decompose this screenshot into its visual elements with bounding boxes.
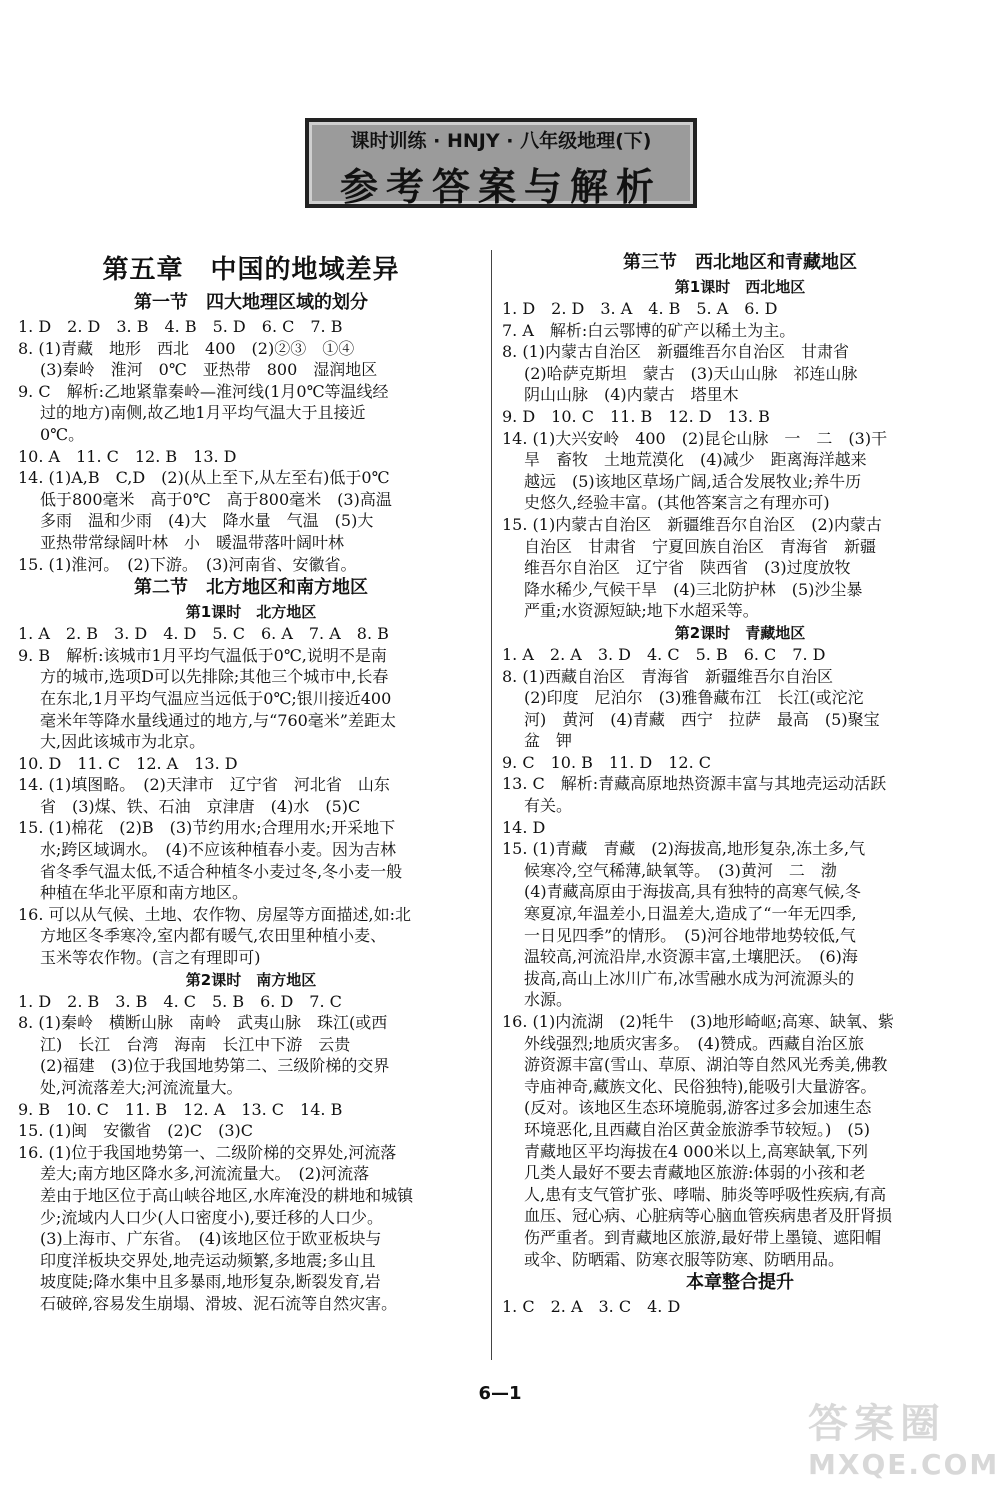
watermark-url: MXQE.COM (808, 1448, 1000, 1481)
lesson-heading: 第2课时 青藏地区 (674, 623, 806, 642)
page-title: 参考答案与解析 (339, 165, 662, 209)
answer-line: 15. (1)淮河。 (2)下游。 (3)河南省、安徽省。 (18, 554, 357, 574)
answer-line: 9. C 解析:乙地紧靠秦岭—淮河线(1月0℃等温线经 (18, 381, 389, 401)
answer-line-continued: (2)印度 尼泊尔 (3)雅鲁藏布江 长江(或沱沱 (524, 688, 864, 708)
answer-line-continued: 有关。 (524, 796, 573, 816)
answer-line: 14. (1)A,B C,D (2)(从上至下,从左至右)低于0℃ (18, 468, 390, 488)
answer-line: 1. A 2. A 3. D 4. C 5. B 6. C 7. D (502, 644, 826, 664)
answer-line-continued: 几类人最好不要去青藏地区旅游:体弱的小孩和老 (524, 1163, 866, 1183)
answer-line-continued: 多雨 温和少雨 (4)大 降水量 气温 (5)大 (40, 511, 374, 531)
right-column (502, 250, 978, 1318)
answer-line: 9. C 10. B 11. D 12. C (502, 752, 712, 772)
answer-line: 1. D 2. B 3. B 4. C 5. B 6. D 7. C (18, 991, 342, 1011)
answer-line-continued: 外线强烈;地质灾害多。 (4)赞成。西藏自治区旅 (524, 1033, 865, 1053)
page-number: 6—1 (478, 1383, 522, 1404)
chapter-heading: 第五章 中国的地域差异 (102, 255, 400, 285)
answer-line: 8. (1)内蒙古自治区 新疆维吾尔自治区 甘肃省 (502, 342, 850, 362)
answer-line-continued: 拔高,高山上冰川广布,冰雪融水成为河流源头的 (524, 968, 855, 988)
answer-line-continued: 亚热带常绿阔叶林 小 暖温带落叶阔叶林 (40, 532, 345, 552)
answer-line-continued: 种植在华北平原和南方地区。 (40, 883, 249, 903)
answer-line-continued: 环境恶化,且西藏自治区黄金旅游季节较短。) (5) (524, 1119, 870, 1139)
answer-line: 16. (1)内流湖 (2)牦牛 (3)地形崎岖;高寒、缺氧、紫 (502, 1012, 894, 1031)
answer-line: 10. D 11. C 12. A 13. D (18, 753, 238, 773)
answer-line-continued: 0℃。 (40, 424, 85, 444)
answer-line-continued: 少;流域内人口少(人口密度小),要迁移的人口少。 (40, 1207, 383, 1227)
column-divider (491, 250, 492, 1360)
answer-line-continued: 降水稀少,气候干旱 (4)三北防护林 (5)沙尘暴 (524, 579, 863, 599)
answer-line: 8. (1)秦岭 横断山脉 南岭 武夷山脉 珠江(或西 (18, 1013, 388, 1033)
lesson-heading: 第1课时 西北地区 (674, 278, 806, 296)
section-heading: 第三节 西北地区和青藏地区 (623, 252, 857, 273)
answer-line-continued: (2)福建 (3)位于我国地势第二、三级阶梯的交界 (40, 1056, 390, 1076)
answer-line-continued: 大,因此该城市为北京。 (40, 732, 206, 752)
answer-line: 9. B 10. C 11. B 12. A 13. C 14. B (18, 1099, 343, 1119)
answer-line-continued: 寺庙神奇,藏族文化、民俗独特),能吸引大量游客。 (524, 1076, 877, 1096)
section-heading: 第二节 北方地区和南方地区 (134, 577, 368, 599)
answer-line: 10. A 11. C 12. B 13. D (18, 446, 237, 466)
answer-line-continued: 自治区 甘肃省 宁夏回族自治区 青海省 新疆 (524, 536, 877, 556)
answer-line-continued: 石破碎,容易发生崩塌、滑坡、泥石流等自然灾害。 (40, 1293, 398, 1313)
answer-line: 14. (1)填图略。 (2)天津市 辽宁省 河北省 山东 (18, 775, 390, 795)
answer-line-continued: (3)秦岭 淮河 0℃ 亚热带 800 湿润地区 (40, 360, 378, 380)
answer-line-continued: (3)上海市、广东省。 (4)该地区位于欧亚板块与 (40, 1229, 382, 1249)
answer-line-continued: 省冬季气温太低,不适合种植冬小麦过冬,冬小麦一般 (40, 861, 403, 881)
answer-line-continued: 在东北,1月平均气温应当远低于0℃;银川接近400 (40, 688, 392, 708)
answer-line-continued: 毫米年等降水量线通过的地方,与“760毫米”差距太 (40, 710, 396, 730)
answer-line-continued: 史悠久,经验丰富。(其他答案言之有理亦可) (524, 493, 830, 513)
answer-line-continued: 坡度陡;降水集中且多暴雨,地形复杂,断裂发育,岩 (40, 1272, 381, 1292)
answer-line: 8. (1)西藏自治区 青海省 新疆维吾尔自治区 (502, 666, 834, 686)
answer-line-continued: 一日见四季”的情形。 (5)河谷地带地势较低,气 (524, 925, 856, 945)
answer-line-continued: 血压、冠心病、心脏病等心脑血管疾病患者及肝肾损 (524, 1206, 893, 1226)
answer-line: 8. (1)青藏 地形 西北 400 (2)②③ ①④ (18, 338, 355, 358)
left-column (18, 250, 484, 1315)
watermark-logo (808, 1400, 1000, 1496)
answer-line-continued: 过的地方)南侧,故乙地1月平均气温大于且接近 (40, 403, 366, 423)
lesson-heading: 第1课时 北方地区 (185, 603, 317, 622)
lesson-heading: 第2课时 南方地区 (185, 970, 317, 989)
answer-line-continued: 河) 黄河 (4)青藏 西宁 拉萨 最高 (5)聚宝 (524, 709, 880, 729)
answer-line-continued: 印度洋板块交界处,地壳运动频繁,多地震;多山且 (40, 1250, 376, 1270)
answer-line-continued: 寒夏凉,年温差小,日温差大,造成了“一年无四季, (524, 904, 857, 924)
answer-line-continued: 候寒冷,空气稀薄,缺氧等。 (3)黄河 二 渤 (524, 860, 837, 880)
answer-line-continued: 维吾尔自治区 辽宁省 陕西省 (3)过度放牧 (524, 558, 851, 578)
answer-line: 15. (1)青藏 青藏 (2)海拔高,地形复杂,冻土多,气 (502, 839, 866, 859)
answer-line-continued: 江) 长江 台湾 海南 长江中下游 云贵 (40, 1034, 351, 1054)
answer-line-continued: 越远 (5)该地区草场广阔,适合发展牧业;养牛历 (524, 471, 862, 491)
answer-line-continued: 青藏地区平均海拔在4 000米以上,高寒缺氧,下列 (524, 1141, 868, 1161)
answer-line-continued: (4)青藏高原由于海拔高,具有独特的高寒气候,冬 (524, 882, 861, 902)
answer-line-continued: 盆 钾 (524, 731, 573, 751)
answer-line-continued: 差由于地区位于高山峡谷地区,水库淹没的耕地和城镇 (40, 1185, 414, 1205)
answer-line-continued: 游资源丰富(雪山、草原、湖泊等自然风光秀美,佛教 (524, 1055, 888, 1075)
answer-line: 9. D 10. C 11. B 12. D 13. B (502, 406, 770, 426)
answer-line-continued: 伤严重者。到青藏地区旅游,最好带上墨镜、遮阳帽 (524, 1227, 882, 1247)
answer-line: 14. D (502, 817, 546, 837)
answer-line-continued: 差大;南方地区降水多,河流流量大。 (2)河流落 (40, 1164, 370, 1184)
answer-line: 9. B 解析:该城市1月平均气温低于0℃,说明不是南 (18, 645, 387, 665)
answer-line-continued: 方的城市,选项D可以先排除;其他三个城市中,长春 (40, 667, 389, 687)
answer-line-continued: 严重;水资源短缺;地下水超采等。 (524, 601, 759, 621)
answer-line-continued: 温较高,河流沿岸,水资源丰富,土壤肥沃。 (6)海 (524, 947, 858, 967)
answer-line: 1. C 2. A 3. C 4. D (502, 1297, 681, 1317)
answer-line: 16. 可以从气候、土地、农作物、房屋等方面描述,如:北 (18, 904, 412, 924)
answer-line-continued: 低于800毫米 高于0℃ 高于800毫米 (3)高温 (40, 489, 392, 509)
answer-line-continued: (反对。该地区生态环境脆弱,游客过多会加速生态 (524, 1098, 872, 1118)
answer-line-continued: (2)哈萨克斯坦 蒙古 (3)天山山脉 祁连山脉 (524, 363, 858, 383)
title-banner (305, 118, 697, 208)
answer-line-continued: 水;跨区域调水。 (4)不应该种植春小麦。因为吉林 (40, 840, 397, 860)
answer-line-continued: 旱 畜牧 土地荒漠化 (4)减少 距离海洋越来 (524, 450, 867, 470)
section-heading: 第一节 四大地理区域的划分 (134, 292, 368, 313)
book-subtitle: 课时训练 · HNJY · 八年级地理(下) (350, 130, 652, 152)
answer-line-continued: 人,患有支气管扩张、哮喘、肺炎等呼吸性疾病,有高 (524, 1184, 887, 1204)
answer-line: 15. (1)内蒙古自治区 新疆维吾尔自治区 (2)内蒙古 (502, 514, 882, 534)
answer-line-continued: 方地区冬季寒冷,室内都有暖气,农田里种植小麦、 (40, 926, 387, 946)
answer-line: 15. (1)棉花 (2)B (3)节约用水;合理用水;开采地下 (18, 818, 396, 838)
answer-line: 13. C 解析:青藏高原地热资源丰富与其地壳运动活跃 (502, 774, 887, 794)
answer-line-continued: 省 (3)煤、铁、石油 京津唐 (4)水 (5)C (40, 796, 361, 816)
watermark-text: 答案圈 (808, 1401, 946, 1447)
answer-line-continued: 水源。 (524, 990, 573, 1010)
answer-line-continued: 玉米等农作物。(言之有理即可) (40, 948, 261, 968)
answer-line: 1. D 2. D 3. A 4. B 5. A 6. D (502, 299, 778, 318)
answer-line: 1. D 2. D 3. B 4. B 5. D 6. C 7. B (18, 317, 343, 336)
answer-line: 1. A 2. B 3. D 4. D 5. C 6. A 7. A 8. B (18, 624, 389, 644)
answer-line: 15. (1)闽 安徽省 (2)C (3)C (18, 1121, 254, 1141)
answer-line: 7. A 解析:白云鄂博的矿产以稀土为主。 (502, 320, 796, 340)
answer-line: 14. (1)大兴安岭 400 (2)昆仑山脉 一 二 (3)干 (502, 428, 888, 448)
answer-line-continued: 处,河流落差大;河流流量大。 (40, 1078, 243, 1097)
section-heading: 本章整合提升 (686, 1272, 794, 1294)
answer-line: 16. (1)位于我国地势第一、二级阶梯的交界处,河流落 (18, 1142, 397, 1162)
answer-line-continued: 或伞、防晒霜、防寒衣服等防寒、防晒用品。 (524, 1249, 845, 1269)
answer-line-continued: 阴山山脉 (4)内蒙古 塔里木 (524, 385, 739, 405)
